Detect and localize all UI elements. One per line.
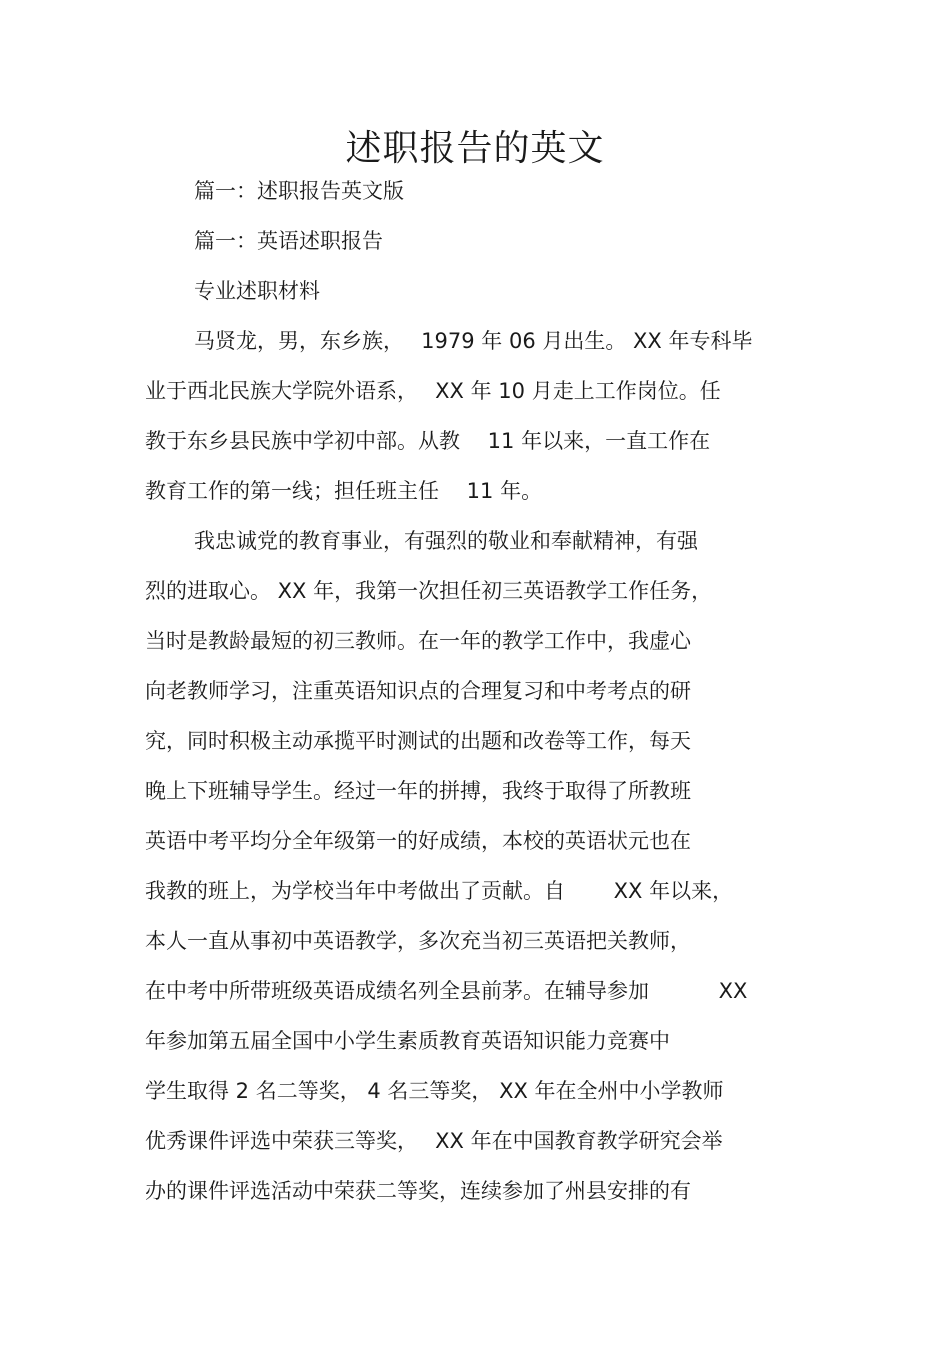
section-heading: 篇一：英语述职报告 (194, 229, 383, 253)
paragraph-line: 当时是教龄最短的初三教师。在一年的教学工作中，我虚心 (145, 629, 691, 653)
paragraph-line: 我教的班上，为学校当年中考做出了贡献。自 XX 年以来， (145, 879, 734, 903)
paragraph-line: 晚上下班辅导学生。经过一年的拼搏，我终于取得了所教班 (145, 779, 691, 803)
paragraph-line: 办的课件评选活动中荣获二等奖，连续参加了州县安排的有 (145, 1179, 691, 1203)
paragraph-line: 教育工作的第一线；担任班主任 11 年。 (145, 479, 543, 503)
paragraph-line: 业于西北民族大学院外语系， XX 年 10 月走上工作岗位。任 (145, 379, 721, 403)
paragraph-line: 我忠诚党的教育事业，有强烈的敬业和奉献精神，有强 (194, 529, 698, 553)
paragraph-line: 优秀课件评选中荣获三等奖， XX 年在中国教育教学研究会举 (145, 1129, 723, 1153)
paragraph-line: 学生取得 2 名二等奖， 4 名三等奖， XX 年在全州中小学教师 (145, 1079, 724, 1103)
paragraph-line: 究，同时积极主动承揽平时测试的出题和改卷等工作，每天 (145, 729, 691, 753)
section-heading: 篇一：述职报告英文版 (194, 179, 404, 203)
paragraph-line: 教于东乡县民族中学初中部。从教 11 年以来，一直工作在 (145, 429, 711, 453)
paragraph-line: 向老教师学习，注重英语知识点的合理复习和中考考点的研 (145, 679, 691, 703)
paragraph-line: 在中考中所带班级英语成绩名列全县前茅。在辅导参加 XX (145, 979, 748, 1003)
paragraph-line: 年参加第五届全国中小学生素质教育英语知识能力竞赛中 (145, 1029, 670, 1053)
paragraph-line: 本人一直从事初中英语教学，多次充当初三英语把关教师， (145, 929, 691, 953)
paragraph-line: 烈的进取心。 XX 年，我第一次担任初三英语教学工作任务， (145, 579, 713, 603)
paragraph-line: 英语中考平均分全年级第一的好成绩，本校的英语状元也在 (145, 829, 691, 853)
paragraph-line: 马贤龙，男，东乡族， 1979 年 06 月出生。 XX 年专科毕 (194, 329, 753, 353)
document-title: 述职报告的英文 (345, 128, 605, 169)
section-heading: 专业述职材料 (194, 279, 320, 303)
